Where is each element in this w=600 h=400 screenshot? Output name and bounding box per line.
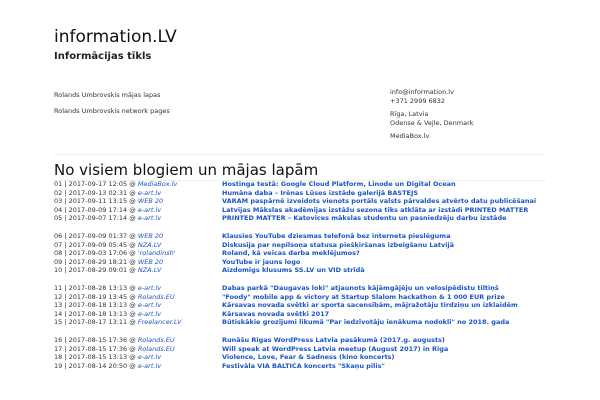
- post-title-link[interactable]: PRINTED MATTER – Katovices mākslas studentu un pasniedzēju darbu izstāde: [222, 214, 507, 223]
- post-source-link[interactable]: NZA.LV: [137, 266, 162, 275]
- list-item: [54, 345, 554, 354]
- site-subtitle: Informācijas tīkls: [54, 51, 152, 62]
- list-item: [54, 206, 554, 215]
- post-source-link[interactable]: e-art.lv: [137, 309, 162, 318]
- list-item: [54, 310, 554, 319]
- contact-email[interactable]: info@information.lv: [390, 88, 454, 96]
- separator: |: [62, 335, 69, 344]
- separator: @: [127, 292, 138, 301]
- post-source-link[interactable]: Rolands.EU: [137, 335, 175, 344]
- separator: |: [62, 353, 69, 362]
- post-title-link[interactable]: Kārsavas novada svētki ar sporta sacensībām, mājražotāju tirdziņu un izklaidēm: [222, 301, 518, 310]
- post-number: 17: [54, 344, 63, 353]
- post-number: 18: [54, 353, 63, 362]
- left-info-line: Rolands Umbrovskis network pages: [54, 107, 170, 115]
- post-title-link[interactable]: Runāšu Rīgas WordPress Latvia pasākumā (2017.g. augusts): [222, 335, 445, 344]
- post-source-link[interactable]: Rolands.EU: [137, 344, 175, 353]
- post-meta: [54, 249, 222, 258]
- post-group: [54, 284, 554, 327]
- post-source-link[interactable]: NZA.LV: [137, 240, 162, 249]
- contact-city: Rīga, Latvia: [390, 110, 429, 118]
- post-group: [54, 232, 554, 275]
- separator: |: [62, 318, 69, 327]
- post-source-link[interactable]: e-art.lv: [137, 353, 162, 362]
- separator: @: [127, 361, 138, 370]
- section-title: No visiem blogiem un mājas lapām: [54, 161, 319, 179]
- post-number: 11: [54, 283, 63, 292]
- separator: @: [127, 205, 138, 214]
- post-meta: [54, 301, 222, 310]
- list-item: [54, 318, 554, 327]
- header-divider: [54, 154, 546, 155]
- post-number: 03: [54, 197, 63, 206]
- post-date: 2017-08-29 09:01: [68, 266, 128, 275]
- posts-list: [54, 180, 554, 370]
- post-number: 04: [54, 205, 63, 214]
- post-number: 19: [54, 361, 63, 370]
- separator: @: [127, 353, 138, 362]
- post-meta: [54, 310, 222, 319]
- post-meta: [54, 293, 222, 302]
- group-separator: [54, 275, 554, 284]
- post-number: 07: [54, 240, 63, 249]
- separator: @: [127, 301, 138, 310]
- separator: @: [127, 188, 138, 197]
- separator: |: [62, 301, 69, 310]
- left-info-line: Rolands Umbrovskis mājas lapas: [54, 91, 161, 99]
- separator: @: [127, 318, 138, 327]
- separator: |: [62, 257, 69, 266]
- contact-phone: +371 2999 6832: [390, 96, 446, 105]
- post-source-link[interactable]: WEB 20: [137, 257, 164, 266]
- list-item: [54, 232, 554, 241]
- post-title-link[interactable]: Aizdomīgs klusums SS.LV un VID strīdā: [222, 266, 365, 275]
- post-title-link[interactable]: YouTube ir jauns logo: [222, 257, 301, 266]
- post-meta: [54, 353, 222, 362]
- separator: |: [62, 283, 69, 292]
- post-meta: [54, 232, 222, 241]
- separator: |: [62, 231, 69, 240]
- post-title-link[interactable]: Diskusija par nepilsoņa statusa piešķiršanas izbeigšanu Latvijā: [222, 240, 455, 249]
- post-meta: [54, 258, 222, 267]
- list-item: [54, 241, 554, 250]
- list-item: [54, 293, 554, 302]
- list-item: [54, 214, 554, 223]
- list-item: [54, 284, 554, 293]
- separator: @: [127, 283, 138, 292]
- post-group: [54, 180, 554, 223]
- post-title-link[interactable]: Humāna daba – Irēnas Lūses izstāde galerijā BASTEJS: [222, 188, 419, 197]
- post-meta: [54, 197, 222, 206]
- post-source-link[interactable]: WEB 20: [137, 197, 164, 206]
- post-number: 16: [54, 335, 63, 344]
- post-group: [54, 336, 554, 370]
- post-number: 02: [54, 188, 63, 197]
- group-separator: [54, 223, 554, 232]
- post-source-link[interactable]: e-art.lv: [137, 214, 162, 223]
- separator: @: [127, 180, 138, 188]
- post-title-link[interactable]: Būtiskākie grozījumi likumā "Par iedzīvotāju ienākuma nodokli" no 2018. gada: [222, 318, 510, 327]
- post-meta: [54, 189, 222, 198]
- list-item: [54, 249, 554, 258]
- post-title-link[interactable]: Festivāla VIA BALTICA koncerts "Skaņu pilis": [222, 361, 385, 370]
- list-item: [54, 258, 554, 267]
- list-item: [54, 180, 554, 189]
- separator: |: [62, 197, 69, 206]
- post-meta: [54, 206, 222, 215]
- post-date: 2017-08-14 20:50: [68, 361, 128, 370]
- separator: @: [127, 344, 138, 353]
- post-number: 06: [54, 231, 63, 240]
- post-date: 2017-09-09 17:14: [68, 205, 128, 214]
- separator: |: [62, 240, 69, 249]
- post-source-link[interactable]: e-art.lv: [137, 301, 162, 310]
- post-date: 2017-08-17 13:11: [68, 318, 128, 327]
- post-date: 2017-08-18 13:13: [68, 301, 128, 310]
- site-title[interactable]: information.LV: [54, 27, 177, 47]
- post-source-link[interactable]: e-art.lv: [137, 283, 162, 292]
- post-title-link[interactable]: Hostinga testā: Google Cloud Platform, Linode un Digital Ocean: [222, 180, 456, 188]
- post-title-link[interactable]: Kārsavas novada svētki 2017: [222, 309, 330, 318]
- separator: @: [127, 266, 138, 275]
- post-number: 13: [54, 301, 63, 310]
- separator: |: [62, 214, 69, 223]
- separator: |: [62, 344, 69, 353]
- post-title-link[interactable]: Klausies YouTube dziesmas telefonā bez interneta pieslēguma: [222, 231, 451, 240]
- post-number: 05: [54, 214, 63, 223]
- mediabox-link[interactable]: MediaBox.lv: [390, 132, 430, 140]
- post-date: 2017-09-03 17:06: [68, 249, 128, 258]
- separator: |: [62, 205, 69, 214]
- post-number: 09: [54, 257, 63, 266]
- left-info: [54, 90, 170, 116]
- post-number: 08: [54, 249, 63, 258]
- post-title-link[interactable]: VARAM paspārnē izveidots vienots portāls valsts pārvaldes atvērto datu publicēšanai: [222, 197, 537, 206]
- contact-info: [390, 88, 474, 141]
- post-number: 12: [54, 292, 63, 301]
- post-source-link[interactable]: e-art.lv: [137, 205, 162, 214]
- post-date: 2017-09-09 01:37: [68, 231, 128, 240]
- separator: |: [62, 361, 69, 370]
- list-item: [54, 266, 554, 275]
- post-date: 2017-08-15 17:36: [68, 335, 128, 344]
- post-meta: [54, 241, 222, 250]
- post-source-link[interactable]: WEB 20: [137, 231, 164, 240]
- post-number: 15: [54, 318, 63, 327]
- post-meta: [54, 284, 222, 293]
- post-date: 2017-08-19 13:45: [68, 292, 128, 301]
- post-number: 10: [54, 266, 63, 275]
- list-item: [54, 301, 554, 310]
- separator: @: [127, 197, 138, 206]
- post-title-link[interactable]: Will speak at WordPress Latvia meetup (August 2017) in Riga: [222, 344, 449, 353]
- separator: @: [127, 309, 138, 318]
- post-number: 01: [54, 180, 63, 188]
- separator: |: [62, 249, 69, 258]
- group-separator: [54, 327, 554, 336]
- separator: |: [62, 188, 69, 197]
- post-title-link[interactable]: Roland, kā veicas darba meklējumos?: [222, 249, 360, 258]
- post-source-link[interactable]: e-art.lv: [137, 361, 162, 370]
- post-meta: [54, 214, 222, 223]
- separator: |: [62, 292, 69, 301]
- list-item: [54, 362, 554, 371]
- post-date: 2017-09-17 12:05: [68, 180, 128, 188]
- separator: @: [127, 249, 138, 258]
- separator: @: [127, 240, 138, 249]
- separator: |: [62, 180, 69, 188]
- post-date: 2017-08-18 13:13: [68, 309, 128, 318]
- post-meta: [54, 180, 222, 189]
- separator: |: [62, 266, 69, 275]
- post-date: 2017-08-28 13:13: [68, 283, 128, 292]
- separator: @: [127, 231, 138, 240]
- post-meta: [54, 266, 222, 275]
- post-title-link[interactable]: Violence, Love, Fear & Sadness (kino koncerts): [222, 353, 395, 362]
- post-meta: [54, 336, 222, 345]
- list-item: [54, 197, 554, 206]
- post-date: 2017-09-07 17:14: [68, 214, 128, 223]
- contact-location: Odense & Vejle, Denmark: [390, 118, 474, 127]
- separator: @: [127, 335, 138, 344]
- post-date: 2017-08-29 18:21: [68, 257, 128, 266]
- post-source-link[interactable]: e-art.lv: [137, 188, 162, 197]
- post-meta: [54, 345, 222, 354]
- post-source-link[interactable]: Freelancer.LV: [137, 318, 182, 327]
- list-item: [54, 189, 554, 198]
- post-date: 2017-08-15 17:36: [68, 344, 128, 353]
- post-title-link[interactable]: Dabas parkā "Daugavas loki" atjaunots kājāmgājēju un velosipēdistu tiltiņš: [222, 283, 499, 292]
- post-meta: [54, 318, 222, 327]
- post-date: 2017-09-11 13:15: [68, 197, 128, 206]
- post-number: 14: [54, 309, 63, 318]
- separator: @: [127, 257, 138, 266]
- post-source-link[interactable]: MediaBox.lv: [137, 180, 178, 188]
- post-date: 2017-09-09 05:45: [68, 240, 128, 249]
- separator: @: [127, 214, 138, 223]
- list-item: [54, 353, 554, 362]
- post-meta: [54, 362, 222, 371]
- list-item: [54, 336, 554, 345]
- post-date: 2017-08-15 13:13: [68, 353, 128, 362]
- post-date: 2017-09-13 02:31: [68, 188, 128, 197]
- post-title-link[interactable]: "Foody" mobile app & victory at Startup Slalom hackathon & 1 000 EUR prize: [222, 292, 505, 301]
- post-title-link[interactable]: Latvijas Mākslas akadēmijas izstāžu sezona tiks atklāta ar izstādi PRINTED MATTER: [222, 205, 529, 214]
- post-source-link[interactable]: Rolands.EU: [137, 292, 175, 301]
- post-source-link[interactable]: 'rolandinsh': [137, 249, 176, 258]
- separator: |: [62, 309, 69, 318]
